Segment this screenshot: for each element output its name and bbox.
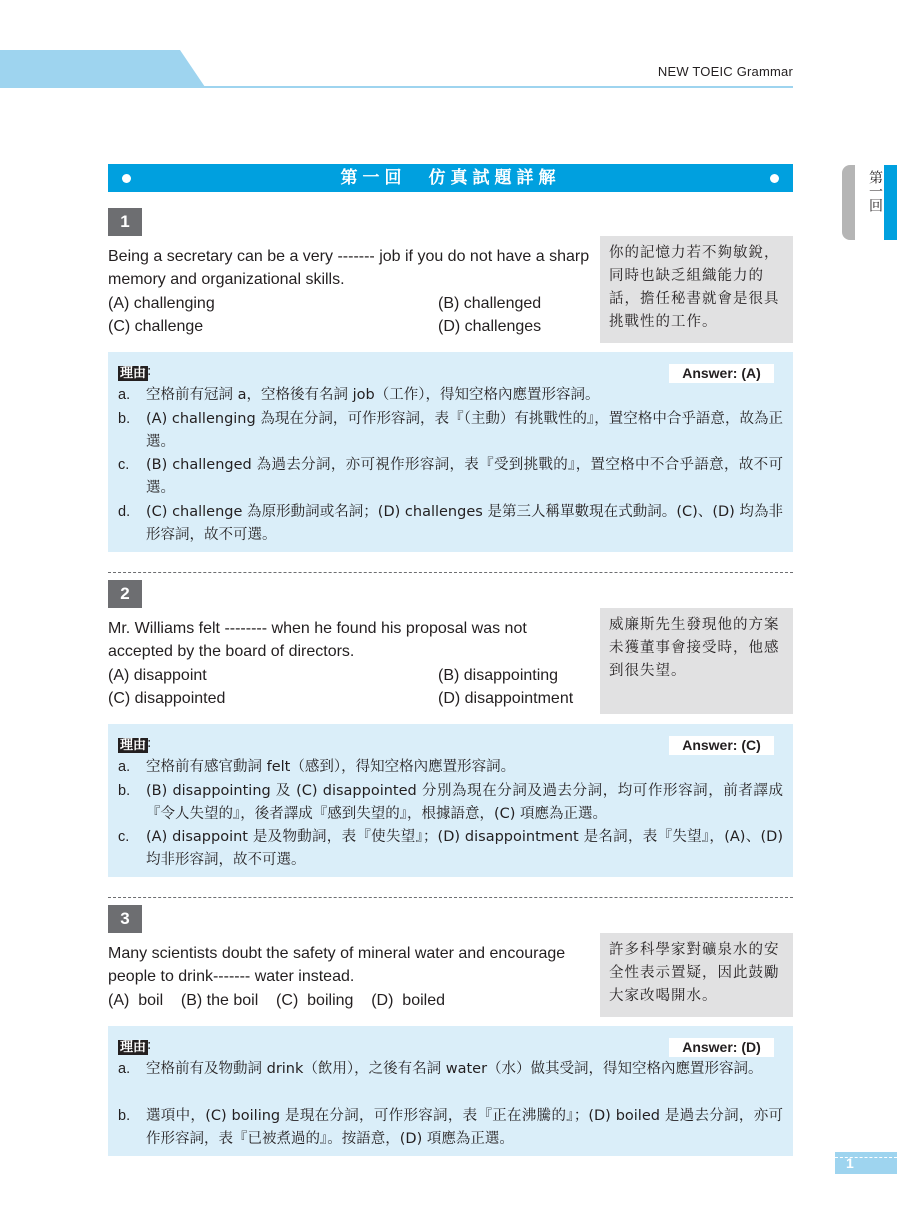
page-number-bar (835, 1152, 897, 1174)
section-title: 第一回 仿真試題詳解 (340, 168, 561, 188)
option-a: (A) disappoint (108, 667, 207, 684)
question-text: Being a secretary can be a very ------- job if you do not have a sharp memory and organizational skills. (108, 248, 590, 288)
question-number: 2 (108, 580, 142, 608)
reason-label: 理由 (120, 366, 147, 381)
question-text: Many scientists doubt the safety of mineral water and encourage people to drink------- water instead. (108, 945, 566, 985)
section-title-bar (108, 164, 793, 192)
header-tab-decoration (0, 50, 205, 87)
header-rule (0, 86, 793, 88)
explanation-item-text: (A) challenging 為現在分詞，可作形容詞，表『（主動）有挑戰性的』，置空格中合乎語意，故為正選。 (146, 411, 783, 450)
explanation-item-text: 空格前有感官動詞 felt（感到），得知空格內應置形容詞。 (146, 759, 516, 775)
bullet-dot-icon (770, 174, 779, 183)
page-number-bar-dash (835, 1157, 897, 1158)
answer-badge: Answer: (D) (669, 1038, 774, 1057)
option-d: (D) challenges (438, 318, 542, 335)
explanation-item-text: 選項中，(C) boiling 是現在分詞，可作形容詞，表『正在沸騰的』；(D) boiled 是過去分詞，亦可作形容詞，表『已被煮過的』。按語意，(D) 項應為正選。 (146, 1108, 783, 1147)
translation-box: 你的記憶力若不夠敏銳，同時也缺乏組織能力的話，擔任秘書就會是很具挑戰性的工作。 (600, 236, 793, 343)
explanation-item-label: b. (118, 1108, 131, 1124)
option-b: (B) challenged (438, 295, 542, 312)
explanation-item-label: c. (118, 829, 130, 845)
explanation-item-text: (B) challenged 為過去分詞，亦可視作形容詞，表『受到挑戰的』，置空格中不合乎語意，故不可選。 (146, 457, 783, 496)
explanation-item-text: 空格前有及物動詞 drink（飲用），之後有名詞 water（水）做其受詞，得知空格內應置形容詞。 (146, 1061, 763, 1077)
question-divider (108, 897, 793, 898)
explanation-item-label: a. (118, 1061, 131, 1077)
option-d: (D) disappointment (438, 690, 574, 707)
explanation-item-label: b. (118, 783, 131, 799)
option-b: (B) disappointing (438, 667, 559, 684)
explanation-item-text: (C) challenge 為原形動詞或名詞；(D) challenges 是第三人稱單數現在式動詞。(C)、(D) 均為非形容詞，故不可選。 (146, 504, 783, 543)
explanation-item-text: (B) disappointing 及 (C) disappointed 分別為現在分詞及過去分詞，均可作形容詞，前者譯成『令人失望的』，後者譯成『感到失望的』，根據語意，(C) 項應為正選。 (146, 783, 783, 822)
page-number: 1 (846, 1155, 854, 1171)
explanation-box (108, 352, 793, 552)
reason-colon: : (147, 364, 152, 379)
question-divider (108, 572, 793, 573)
reason-label: 理由 (120, 738, 147, 753)
translation-box: 許多科學家對礦泉水的安全性表示置疑，因此鼓勵大家改喝開水。 (600, 933, 793, 1017)
chapter-side-tab-label: 第一回 (867, 170, 883, 212)
answer-badge: Answer: (C) (669, 736, 774, 755)
explanation-item-label: b. (118, 411, 131, 427)
question-text: Mr. Williams felt -------- when he found his proposal was not accepted by the board of directors. (108, 620, 527, 660)
options-line: (A) boil (B) the boil (C) boiling (D) boiled (108, 992, 445, 1009)
bullet-dot-icon (122, 174, 131, 183)
question-number: 1 (108, 208, 142, 236)
explanation-item-label: c. (118, 457, 130, 473)
option-c: (C) challenge (108, 318, 204, 335)
chapter-side-tab-accent (884, 165, 897, 240)
translation-box: 威廉斯先生發現他的方案未獲董事會接受時，他感到很失望。 (600, 608, 793, 714)
reason-label: 理由 (120, 1040, 147, 1055)
reason-colon: : (147, 1038, 152, 1053)
explanation-item-text: 空格前有冠詞 a，空格後有名詞 job（工作），得知空格內應置形容詞。 (146, 387, 600, 403)
explanation-item-label: a. (118, 759, 131, 775)
explanation-item-text: (A) disappoint 是及物動詞，表『使失望』；(D) disappointment 是名詞，表『失望』，(A)、(D) 均非形容詞，故不可選。 (146, 829, 783, 868)
explanation-item-label: a. (118, 387, 131, 403)
question-number: 3 (108, 905, 142, 933)
answer-badge: Answer: (A) (669, 364, 774, 383)
book-title: NEW TOEIC Grammar (657, 64, 793, 79)
reason-colon: : (147, 736, 152, 751)
option-c: (C) disappointed (108, 690, 226, 707)
explanation-box (108, 1026, 793, 1156)
explanation-item-label: d. (118, 504, 131, 520)
option-a: (A) challenging (108, 295, 215, 312)
explanation-box (108, 724, 793, 877)
